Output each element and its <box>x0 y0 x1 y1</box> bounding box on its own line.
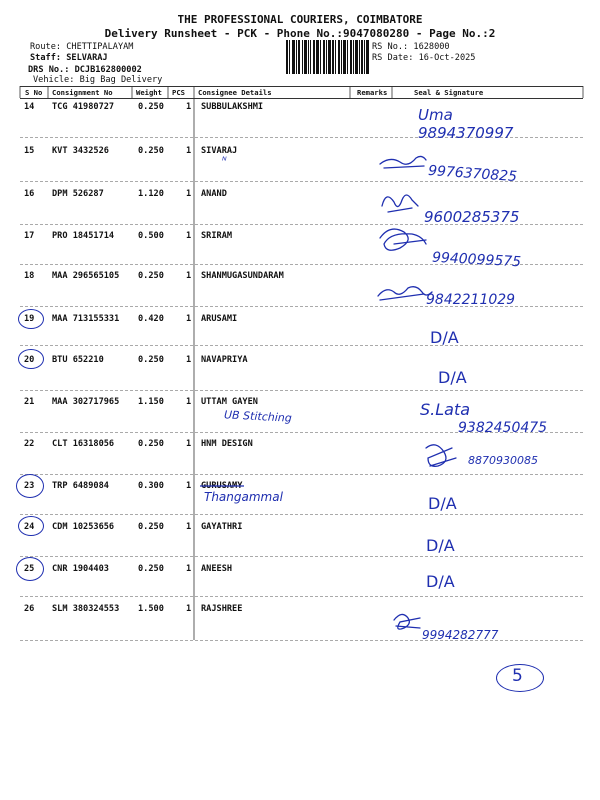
row-sno: 25 <box>24 564 35 574</box>
staff-label: Staff: SELVARAJ <box>30 53 108 63</box>
row-consignment: TCG 41980727 <box>52 102 115 112</box>
handwritten-mark: ᴺ <box>222 156 227 167</box>
row-consignee: ANEESH <box>201 564 233 574</box>
handwritten-status: D/A <box>428 494 457 513</box>
row-pcs: 1 <box>186 271 192 281</box>
col-consignee-header: Consignee Details <box>198 88 272 97</box>
handwritten-status: D/A <box>426 536 455 555</box>
sno-circle-mark <box>16 474 44 498</box>
row-pcs: 1 <box>186 522 192 532</box>
row-separator <box>20 345 583 346</box>
table-top-rule <box>20 86 583 87</box>
row-consignment: CLT 16318056 <box>52 439 115 449</box>
table-header-rule <box>20 98 583 99</box>
row-consignee: SHANMUGASUNDARAM <box>201 271 284 281</box>
page-count-mark: 5 <box>512 666 523 686</box>
handwritten-phone: 9940099575 <box>431 249 522 271</box>
row-consignee: NAVAPRIYA <box>201 355 248 365</box>
row-sno: 21 <box>24 397 35 407</box>
row-consignment: TRP 6489084 <box>52 481 109 491</box>
row-pcs: 1 <box>186 481 192 491</box>
row-pcs: 1 <box>186 146 192 156</box>
row-weight: 1.500 <box>138 604 164 614</box>
company-title: THE PROFESSIONAL COURIERS, COIMBATORE <box>177 13 423 26</box>
row-consignee: GAYATHRI <box>201 522 243 532</box>
row-weight: 0.420 <box>138 314 164 324</box>
row-sno: 24 <box>24 522 35 532</box>
row-consignee: SIVARAJ <box>201 146 238 156</box>
row-weight: 0.250 <box>138 146 164 156</box>
handwritten-phone: 9600285375 <box>424 208 520 226</box>
row-sno: 17 <box>24 231 35 241</box>
drs-label: DRS No.: DCJB162800002 <box>28 65 142 75</box>
handwritten-status: D/A <box>438 368 467 387</box>
row-weight: 1.120 <box>138 189 164 199</box>
row-sno: 18 <box>24 271 35 281</box>
row-separator <box>20 640 583 641</box>
row-consignment: MAA 713155331 <box>52 314 120 324</box>
row-separator <box>20 514 583 515</box>
row-sno: 23 <box>24 481 35 491</box>
row-pcs: 1 <box>186 314 192 324</box>
sno-circle-mark <box>16 557 44 581</box>
row-weight: 0.500 <box>138 231 164 241</box>
row-weight: 0.250 <box>138 102 164 112</box>
row-consignment: DPM 526287 <box>52 189 104 199</box>
row-consignee: HNM DESIGN <box>201 439 253 449</box>
row-consignment: MAA 302717965 <box>52 397 120 407</box>
row-consignee: ANAND <box>201 189 227 199</box>
handwritten-phone: 8870930085 <box>468 454 538 467</box>
handwritten-name: Uma <box>418 106 453 124</box>
sno-circle-mark <box>18 349 44 369</box>
row-sno: 15 <box>24 146 35 156</box>
row-consignment: CDM 10253656 <box>52 522 115 532</box>
row-consignment: SLM 380324553 <box>52 604 120 614</box>
row-sno: 20 <box>24 355 35 365</box>
row-pcs: 1 <box>186 102 192 112</box>
row-sno: 26 <box>24 604 35 614</box>
sno-circle-mark <box>18 309 44 329</box>
row-consignment: CNR 1904403 <box>52 564 109 574</box>
col-sno-header: S No <box>25 88 43 97</box>
col-seal-header: Seal & Signature <box>414 88 484 97</box>
row-sno: 22 <box>24 439 35 449</box>
barcode-image <box>286 40 370 74</box>
rs-number: RS No.: 1628000 <box>372 42 450 52</box>
row-weight: 0.250 <box>138 355 164 365</box>
handwritten-status: D/A <box>426 572 455 591</box>
row-pcs: 1 <box>186 564 192 574</box>
vehicle-label: Vehicle: Big Bag Delivery <box>33 75 163 85</box>
handwritten-phone: 9842211029 <box>426 292 516 308</box>
row-weight: 0.250 <box>138 564 164 574</box>
row-consignment: BTU 652210 <box>52 355 104 365</box>
row-consignment: KVT 3432526 <box>52 146 109 156</box>
col-weight-header: Weight <box>136 88 162 97</box>
row-separator <box>20 556 583 557</box>
row-consignment: MAA 296565105 <box>52 271 120 281</box>
route-label: Route: CHETTIPALAYAM <box>30 42 134 52</box>
col-consignment-header: Consignment No <box>52 88 113 97</box>
row-weight: 0.300 <box>138 481 164 491</box>
row-weight: 0.250 <box>138 522 164 532</box>
row-sno: 16 <box>24 189 35 199</box>
handwritten-note: Thangammal <box>204 490 283 504</box>
handwritten-name: S.Lata <box>420 400 471 419</box>
row-consignee: RAJSHREE <box>201 604 243 614</box>
col-remarks-header: Remarks <box>357 88 388 97</box>
row-pcs: 1 <box>186 355 192 365</box>
row-consignee: SUBBULAKSHMI <box>201 102 264 112</box>
row-weight: 0.250 <box>138 271 164 281</box>
row-consignee: ARUSAMI <box>201 314 238 324</box>
handwritten-status: D/A <box>430 328 459 347</box>
row-sno: 19 <box>24 314 35 324</box>
runsheet-subtitle: Delivery Runsheet - PCK - Phone No.:9047080280 - Page No.:2 <box>104 27 496 40</box>
row-weight: 0.250 <box>138 439 164 449</box>
col-pcs-header: PCS <box>172 88 185 97</box>
row-separator <box>20 596 583 597</box>
row-separator <box>20 390 583 391</box>
row-pcs: 1 <box>186 604 192 614</box>
row-pcs: 1 <box>186 189 192 199</box>
handwritten-phone: 9894370997 <box>418 124 514 142</box>
handwritten-note: UB Stitching <box>223 408 293 425</box>
row-weight: 1.150 <box>138 397 164 407</box>
handwritten-phone: 9994282777 <box>422 628 499 642</box>
sno-circle-mark <box>18 516 44 536</box>
row-pcs: 1 <box>186 397 192 407</box>
row-sno: 14 <box>24 102 35 112</box>
handwritten-phone: 9976370825 <box>427 162 518 186</box>
row-pcs: 1 <box>186 231 192 241</box>
row-consignee: SRIRAM <box>201 231 233 241</box>
row-consignment: PRO 18451714 <box>52 231 115 241</box>
handwritten-phone: 9382450475 <box>458 420 548 436</box>
row-separator <box>20 474 583 475</box>
row-pcs: 1 <box>186 439 192 449</box>
rs-date: RS Date: 16-Oct-2025 <box>372 53 476 63</box>
row-consignee: GURUSAMY <box>201 481 243 491</box>
row-consignee: UTTAM GAYEN <box>201 397 258 407</box>
